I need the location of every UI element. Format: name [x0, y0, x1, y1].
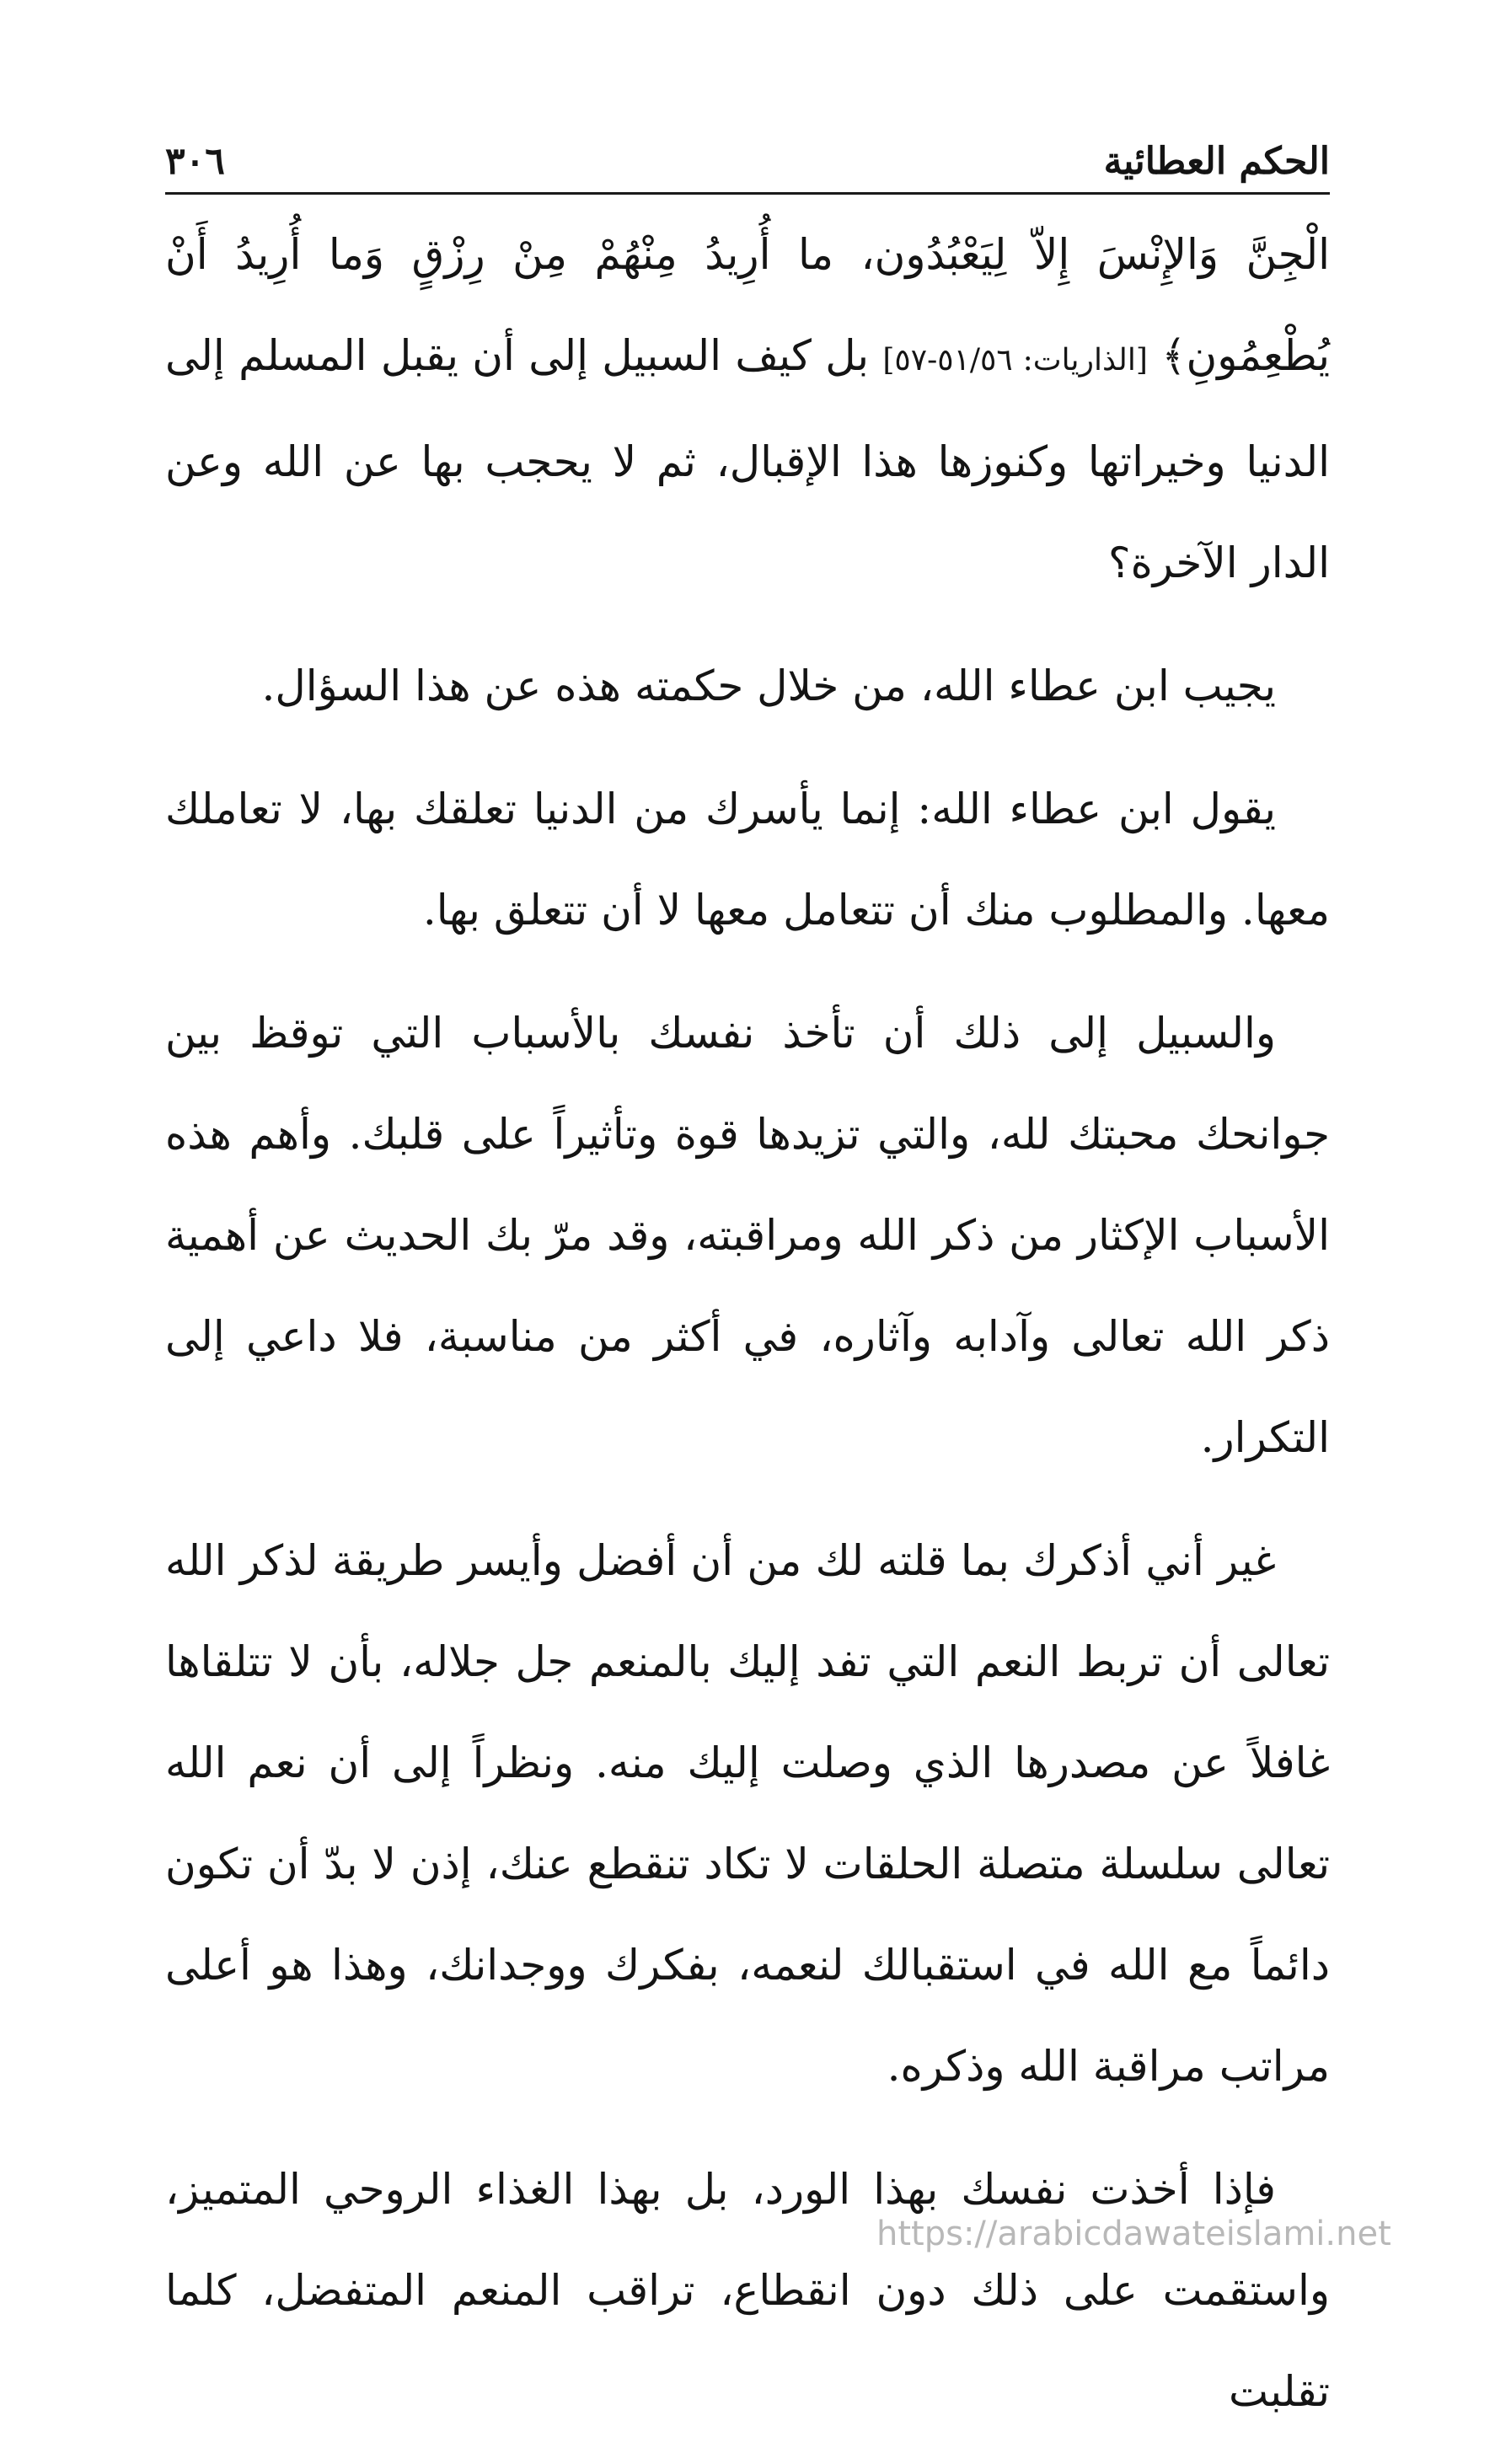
paragraph-ibn-ataillah-saying: يقول ابن عطاء الله: إنما يأسرك من الدنيا تعلقك بها، لا تعاملك معها. والمطلوب منك أن تتعامل معها لا أن تتعلق بها.	[165, 785, 1330, 935]
paragraph-answer-intro: يجيب ابن عطاء الله، من خلال حكمته هذه عن هذا السؤال.	[261, 662, 1276, 710]
paragraph-means: والسبيل إلى ذلك أن تأخذ نفسك بالأسباب التي توقظ بين جوانحك محبتك لله، والتي تزيدها قوة وتأثيراً على قلبك. وأهم هذه الأسباب الإكثار من ذكر الله ومراقبته، وقد مرّ بك الحديث عن أهمية ذكر الله تعالى وآدابه وآثاره، في أكثر من مناسبة، فلا داعي إلى التكرار.	[165, 1009, 1330, 1462]
page-number: ٣٠٦	[165, 140, 225, 183]
running-header	[165, 125, 1330, 195]
paragraph-remembrance: غير أني أذكرك بما قلته لك من أن أفضل وأيسر طريقة لذكر الله تعالى أن تربط النعم التي تفد إليك بالمنعم جل جلاله، بأن لا تتلقاها غافلاً عن مصدرها الذي وصلت إليك منه. ونظراً إلى أن نعم الله تعالى سلسلة متصلة الحلقات لا تكاد تنقطع عنك، إذن لا بدّ أن تكون دائماً مع الله في استقبالك لنعمه، بفكرك ووجدانك، وهذا هو أعلى مراتب مراقبة الله وذكره.	[165, 1536, 1330, 2091]
paragraph-continuation: فإذا أخذت نفسك بهذا الورد، بل بهذا الغذاء الروحي المتميز، واستقمت على ذلك دون انقطاع، تراقب المنعم المتفضل، كلما تقلبت	[165, 2165, 1330, 2416]
verse-continuation: الْجِنَّ وَالإِنْسَ إِلاّ لِيَعْبُدُون، ما أُرِيدُ مِنْهُمْ مِنْ رِزْقٍ وَما أُرِيدُ أَنْ يُطْعِمُونِ﴾	[165, 230, 1330, 380]
verse-citation: [الذاريات: ٥١/٥٦-٥٧]	[882, 343, 1148, 378]
watermark-url: https://arabicdawateislami.net	[876, 2215, 1391, 2253]
paragraph-quran-verse	[165, 204, 1330, 613]
book-title: الحكم العطائية	[1103, 140, 1330, 183]
verse-followup: بل كيف السبيل إلى أن يقبل المسلم إلى الدنيا وخيراتها وكنوزها هذا الإقبال، ثم لا يحجب بها عن الله وعن الدار الآخرة؟	[165, 331, 1330, 587]
body-text	[165, 204, 1330, 2464]
